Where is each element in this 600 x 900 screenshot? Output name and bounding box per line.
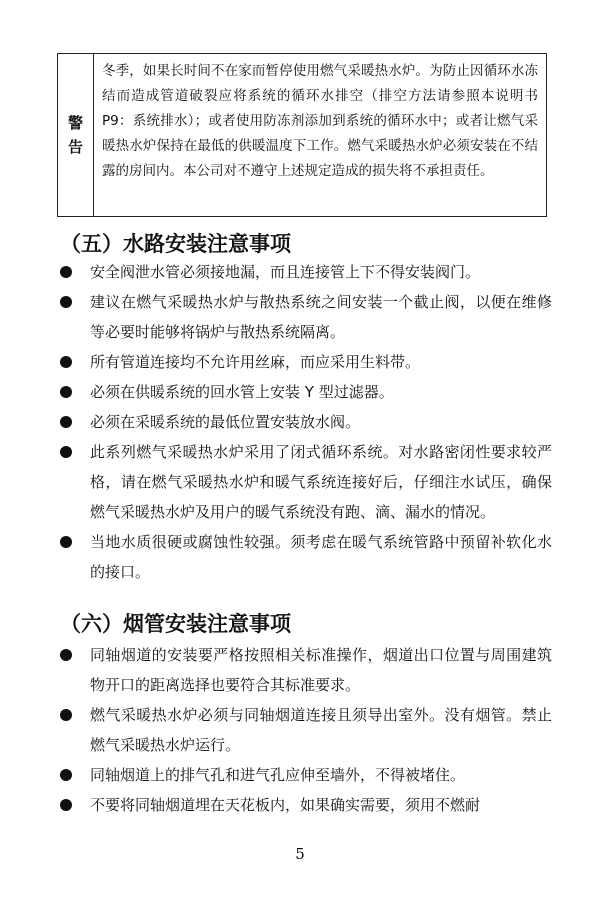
list-item: 此系列燃气采暖热水炉采用了闭式循环系统。对水路密闭性要求较严格，请在燃气采暖热水炉和暖气系统连接好后，仔细注水试压，确保燃气采暖热水炉及用户的暖气系统没有跑、滴、漏水的情况。 bbox=[60, 437, 552, 527]
warning-box bbox=[57, 53, 547, 217]
bullet-icon bbox=[60, 266, 72, 278]
list-item: 当地水质很硬或腐蚀性较强。须考虑在暖气系统管路中预留补软化水的接口。 bbox=[60, 527, 552, 587]
list-item: 必须在供暖系统的回水管上安装 Y 型过滤器。 bbox=[60, 377, 552, 407]
list-item: 不要将同轴烟道埋在天花板内，如果确实需要，须用不燃耐 bbox=[60, 790, 552, 820]
list-item: 同轴烟道上的排气孔和进气孔应伸至墙外，不得被堵住。 bbox=[60, 760, 552, 790]
list-item: 同轴烟道的安装要严格按照相关标准操作，烟道出口位置与周围建筑物开口的距离选择也要符合其标准要求。 bbox=[60, 640, 552, 700]
bullet-icon bbox=[60, 356, 72, 368]
list-item: 建议在燃气采暖热水炉与散热系统之间安装一个截止阀，以便在维修等必要时能够将锅炉与散热系统隔离。 bbox=[60, 287, 552, 347]
section-6-list bbox=[60, 640, 552, 820]
section-6-title: （六）烟管安装注意事项 bbox=[60, 612, 291, 636]
bullet-icon bbox=[60, 769, 72, 781]
warning-label-char-1: 警 bbox=[67, 114, 83, 132]
warning-label bbox=[58, 54, 94, 216]
list-item: 所有管道连接均不允许用丝麻，而应采用生料带。 bbox=[60, 347, 552, 377]
page-number: 5 bbox=[295, 845, 305, 863]
list-item: 安全阀泄水管必须接地漏，而且连接管上下不得安装阀门。 bbox=[60, 257, 552, 287]
warning-text: 冬季，如果长时间不在家而暂停使用燃气采暖热水炉。为防止因循环水冻结而造成管道破裂应将系统的循环水排空（排空方法请参照本说明书 P9：系统排水）；或者使用防冻剂添加到系统的循环水中；或者让燃气采暖热水炉保持在最低的供暖温度下工作。燃气采暖热水炉必须安装在不结露的房间内。本公司对不遵守上述规定造成的损失将不承担责任。 bbox=[102, 63, 538, 179]
bullet-icon bbox=[60, 536, 72, 548]
section-5-title: （五）水路安装注意事项 bbox=[60, 232, 291, 256]
warning-label-char-2: 告 bbox=[67, 138, 83, 156]
bullet-icon bbox=[60, 709, 72, 721]
bullet-icon bbox=[60, 649, 72, 661]
bullet-icon bbox=[60, 799, 72, 811]
section-5-list bbox=[60, 257, 552, 587]
bullet-icon bbox=[60, 386, 72, 398]
bullet-icon bbox=[60, 446, 72, 458]
bullet-icon bbox=[60, 416, 72, 428]
bullet-icon bbox=[60, 296, 72, 308]
list-item: 燃气采暖热水炉必须与同轴烟道连接且须导出室外。没有烟管。禁止燃气采暖热水炉运行。 bbox=[60, 700, 552, 760]
list-item: 必须在采暖系统的最低位置安装放水阀。 bbox=[60, 407, 552, 437]
